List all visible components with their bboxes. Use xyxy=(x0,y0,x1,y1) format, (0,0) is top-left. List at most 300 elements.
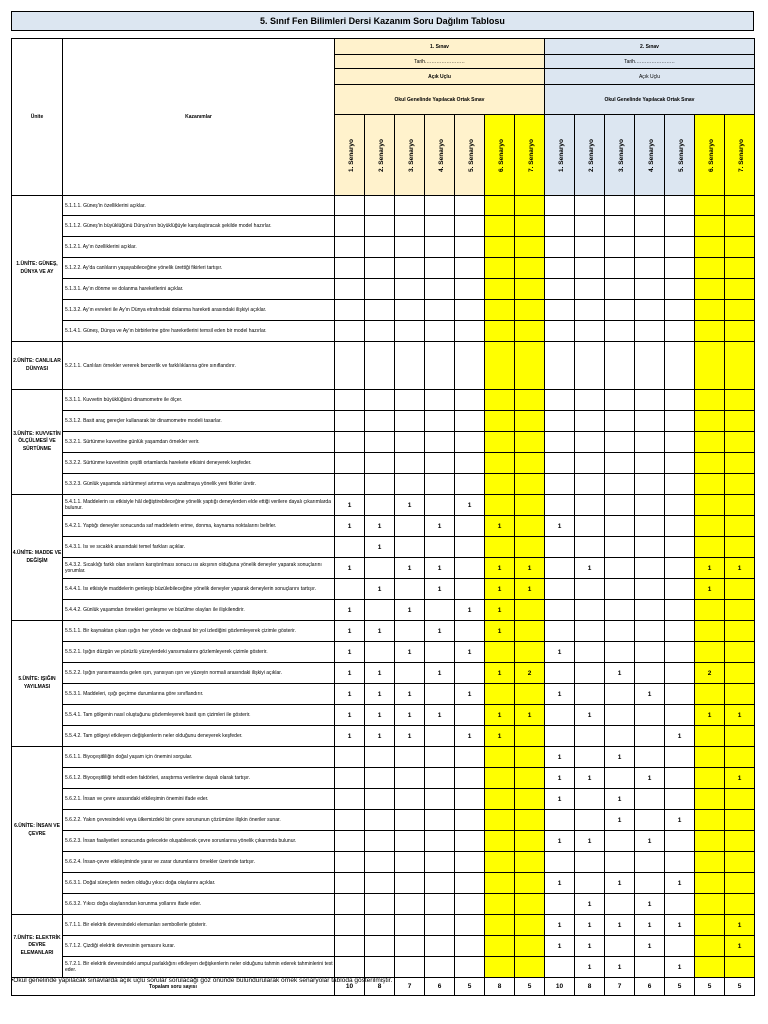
score-cell xyxy=(725,390,755,411)
score-cell xyxy=(425,216,455,237)
score-cell xyxy=(395,789,425,810)
score-cell xyxy=(455,579,485,600)
score-cell: 1 xyxy=(395,705,425,726)
senaryo-label: 1. Senaryo xyxy=(347,138,355,172)
score-cell xyxy=(635,810,665,831)
kazanim-text: 5.3.2.3. Günlük yaşamda sürtünmeyi artırma veya azaltmaya yönelik yeni fikirler üretir. xyxy=(63,474,335,495)
score-cell xyxy=(635,558,665,579)
score-cell xyxy=(635,216,665,237)
score-cell: 1 xyxy=(395,558,425,579)
sinav1-tarih: Tarih…………………… xyxy=(335,55,545,69)
score-cell xyxy=(635,432,665,453)
score-cell xyxy=(365,342,395,390)
table-row xyxy=(12,747,755,768)
score-cell xyxy=(575,342,605,390)
senaryo-label: 4. Senaryo xyxy=(437,138,445,172)
score-cell xyxy=(335,216,365,237)
kazanim-text: 5.5.4.1. Tam gölgenin nasıl oluştuğunu gözlemleyerek basit ışın çizimleri ile gösterir. xyxy=(63,705,335,726)
score-cell xyxy=(335,279,365,300)
score-cell xyxy=(335,474,365,495)
score-cell: 1 xyxy=(455,642,485,663)
score-cell xyxy=(605,321,635,342)
score-cell xyxy=(485,768,515,789)
score-cell: 1 xyxy=(455,684,485,705)
score-cell xyxy=(605,705,635,726)
score-cell xyxy=(365,495,395,516)
score-cell xyxy=(605,216,635,237)
score-cell xyxy=(335,321,365,342)
score-cell xyxy=(605,432,635,453)
score-cell xyxy=(665,495,695,516)
score-cell xyxy=(455,957,485,978)
score-cell: 1 xyxy=(335,558,365,579)
senaryo-header xyxy=(635,115,665,196)
score-cell: 1 xyxy=(485,516,515,537)
score-cell xyxy=(695,537,725,558)
score-cell xyxy=(515,600,545,621)
score-cell xyxy=(575,300,605,321)
senaryo-header xyxy=(365,115,395,196)
score-cell xyxy=(665,453,695,474)
score-cell xyxy=(395,936,425,957)
score-cell xyxy=(605,300,635,321)
score-cell xyxy=(455,789,485,810)
score-cell xyxy=(455,453,485,474)
kazanim-text: 5.1.3.2. Ay'ın evreleri ile Ay'ın Dünya etrafındaki dolanma hareketi arasındaki ilişkiyi açıklar. xyxy=(63,300,335,321)
score-cell xyxy=(635,453,665,474)
score-cell xyxy=(425,789,455,810)
totals-label: Topalam soru sayısı xyxy=(12,978,335,996)
score-cell xyxy=(455,558,485,579)
score-cell xyxy=(605,342,635,390)
senaryo-header xyxy=(425,115,455,196)
score-cell: 1 xyxy=(635,768,665,789)
kazanim-text: 5.1.1.2. Güneş'in büyüklüğünü Dünya'nın büyüklüğüyle karşılaştıracak şekilde model hazırlar. xyxy=(63,216,335,237)
score-cell xyxy=(515,852,545,873)
score-cell xyxy=(725,789,755,810)
table-row xyxy=(12,537,755,558)
score-cell xyxy=(395,957,425,978)
score-cell xyxy=(725,663,755,684)
score-cell xyxy=(455,342,485,390)
score-cell xyxy=(395,300,425,321)
score-cell xyxy=(455,873,485,894)
kazanim-text: 5.4.2.1. Yaptığı deneyler sonucunda saf maddelerin erime, donma, kaynama noktalarını belirler. xyxy=(63,516,335,537)
score-cell xyxy=(725,621,755,642)
score-cell xyxy=(425,747,455,768)
score-cell: 1 xyxy=(725,915,755,936)
score-cell xyxy=(455,300,485,321)
score-cell xyxy=(425,537,455,558)
score-cell xyxy=(665,432,695,453)
score-cell xyxy=(485,411,515,432)
score-cell: 1 xyxy=(455,600,485,621)
score-cell: 1 xyxy=(335,705,365,726)
score-cell xyxy=(665,600,695,621)
score-cell xyxy=(725,411,755,432)
senaryo-label: 3. Senaryo xyxy=(407,138,415,172)
score-cell xyxy=(665,936,695,957)
score-cell xyxy=(395,216,425,237)
score-cell xyxy=(515,726,545,747)
score-cell xyxy=(455,663,485,684)
score-cell xyxy=(365,474,395,495)
score-cell: 1 xyxy=(725,558,755,579)
score-cell: 1 xyxy=(335,642,365,663)
score-cell: 1 xyxy=(575,915,605,936)
score-cell xyxy=(575,600,605,621)
score-cell xyxy=(485,258,515,279)
score-cell xyxy=(575,390,605,411)
score-cell xyxy=(455,852,485,873)
score-cell xyxy=(725,216,755,237)
score-cell: 1 xyxy=(575,894,605,915)
score-cell xyxy=(665,684,695,705)
score-cell xyxy=(335,768,365,789)
sinav2-title: 2. Sınav xyxy=(545,39,755,55)
score-cell xyxy=(425,810,455,831)
score-cell xyxy=(725,642,755,663)
score-cell xyxy=(695,831,725,852)
score-cell xyxy=(515,537,545,558)
score-cell xyxy=(365,957,395,978)
score-cell xyxy=(395,915,425,936)
sinav1-tur: Açık Uçlu xyxy=(335,69,545,85)
score-cell xyxy=(485,957,515,978)
score-cell xyxy=(515,831,545,852)
score-cell xyxy=(335,237,365,258)
score-cell xyxy=(455,894,485,915)
score-cell xyxy=(485,196,515,216)
score-cell xyxy=(695,747,725,768)
score-cell xyxy=(365,642,395,663)
score-cell xyxy=(665,516,695,537)
score-cell: 1 xyxy=(395,642,425,663)
score-cell xyxy=(545,810,575,831)
score-cell: 1 xyxy=(575,768,605,789)
senaryo-header xyxy=(545,115,575,196)
score-cell: 1 xyxy=(635,831,665,852)
score-cell xyxy=(425,196,455,216)
score-cell xyxy=(485,390,515,411)
score-cell xyxy=(695,789,725,810)
score-cell xyxy=(455,516,485,537)
score-cell: 1 xyxy=(635,684,665,705)
senaryo-label: 7. Senaryo xyxy=(737,138,745,172)
table-row xyxy=(12,663,755,684)
score-cell xyxy=(575,411,605,432)
score-cell xyxy=(515,279,545,300)
score-cell xyxy=(485,747,515,768)
score-cell: 1 xyxy=(605,810,635,831)
score-cell xyxy=(485,495,515,516)
score-cell xyxy=(725,495,755,516)
score-cell xyxy=(455,390,485,411)
page-title: 5. Sınıf Fen Bilimleri Dersi Kazanım Soru Dağılım Tablosu xyxy=(11,11,754,31)
score-cell xyxy=(665,663,695,684)
score-cell xyxy=(425,936,455,957)
table-row xyxy=(12,579,755,600)
score-cell xyxy=(725,747,755,768)
unit-label: 3.ÜNİTE: KUVVETİN ÖLÇÜLMESİ VE SÜRTÜNME xyxy=(12,390,63,495)
score-cell xyxy=(485,342,515,390)
score-cell xyxy=(665,321,695,342)
senaryo-label: 3. Senaryo xyxy=(617,138,625,172)
score-cell: 1 xyxy=(665,957,695,978)
score-cell xyxy=(575,196,605,216)
score-cell xyxy=(665,852,695,873)
kazanim-text: 5.7.1.2. Çizdiği elektrik devresinin şemasını kurar. xyxy=(63,936,335,957)
score-cell xyxy=(695,321,725,342)
score-cell xyxy=(365,831,395,852)
score-cell xyxy=(725,300,755,321)
score-cell xyxy=(515,258,545,279)
score-cell xyxy=(335,957,365,978)
score-cell xyxy=(335,747,365,768)
score-cell: 1 xyxy=(545,747,575,768)
score-cell xyxy=(635,537,665,558)
score-cell xyxy=(605,196,635,216)
score-cell xyxy=(695,390,725,411)
score-cell xyxy=(635,411,665,432)
score-cell xyxy=(545,705,575,726)
senaryo-header xyxy=(395,115,425,196)
table-row xyxy=(12,237,755,258)
score-cell xyxy=(725,600,755,621)
score-cell xyxy=(455,537,485,558)
score-cell xyxy=(725,453,755,474)
score-cell: 1 xyxy=(335,663,365,684)
score-cell xyxy=(515,768,545,789)
score-cell xyxy=(365,558,395,579)
score-cell xyxy=(485,684,515,705)
score-cell xyxy=(605,600,635,621)
score-cell: 1 xyxy=(635,936,665,957)
score-cell: 1 xyxy=(665,873,695,894)
score-cell: 1 xyxy=(605,873,635,894)
kazanim-text: 5.3.1.1. Kuvvetin büyüklüğünü dinamometre ile ölçer. xyxy=(63,390,335,411)
unit-label: 7.ÜNİTE: ELEKTRİK DEVRE ELEMANLARI xyxy=(12,915,63,978)
score-cell: 1 xyxy=(455,495,485,516)
score-cell xyxy=(485,642,515,663)
score-cell xyxy=(425,915,455,936)
score-cell xyxy=(725,258,755,279)
score-cell xyxy=(515,432,545,453)
score-cell xyxy=(515,300,545,321)
score-cell xyxy=(365,411,395,432)
kazanim-text: 5.4.1.1. Maddelerin ısı etkisiyle hâl değiştirebileceğine yönelik yaptığı deneylerden elde ettiği verilere dayalı çıkarımlarda bulunur. xyxy=(63,495,335,516)
score-cell xyxy=(665,894,695,915)
unit-label: 6.ÜNİTE: İNSAN VE ÇEVRE xyxy=(12,747,63,915)
score-cell xyxy=(545,237,575,258)
score-cell xyxy=(635,726,665,747)
score-cell xyxy=(395,342,425,390)
table-row xyxy=(12,258,755,279)
score-cell xyxy=(695,684,725,705)
table-row xyxy=(12,390,755,411)
score-cell: 1 xyxy=(545,789,575,810)
score-cell: 1 xyxy=(425,705,455,726)
score-cell: 1 xyxy=(335,600,365,621)
score-cell xyxy=(545,390,575,411)
score-cell xyxy=(725,196,755,216)
score-cell xyxy=(365,216,395,237)
score-cell xyxy=(395,321,425,342)
score-cell xyxy=(515,621,545,642)
unit-label: 4.ÜNİTE: MADDE VE DEĞİŞİM xyxy=(12,495,63,621)
table-row xyxy=(12,474,755,495)
score-cell xyxy=(425,831,455,852)
table-row xyxy=(12,810,755,831)
total-cell: 5 xyxy=(665,978,695,996)
score-cell xyxy=(425,279,455,300)
score-cell: 1 xyxy=(425,558,455,579)
score-cell xyxy=(335,852,365,873)
score-cell xyxy=(395,852,425,873)
score-cell: 1 xyxy=(515,579,545,600)
total-cell: 10 xyxy=(545,978,575,996)
senaryo-header xyxy=(455,115,485,196)
kazanim-text: 5.6.2.3. İnsan faaliyetleri sonucunda gelecekte oluşabilecek çevre sorunlarına yönelik çıkarımda bulunur. xyxy=(63,831,335,852)
score-cell xyxy=(485,873,515,894)
score-cell xyxy=(695,432,725,453)
score-cell: 1 xyxy=(545,831,575,852)
footnote: •Okul genelinde yapılacak sınavlarda açık uçlu sorular sorulacağı göz önünde bulundurularak örnek senaryolar tabloda gösterilmiştir. xyxy=(11,977,393,984)
score-cell xyxy=(575,621,605,642)
score-cell xyxy=(395,747,425,768)
score-cell xyxy=(665,621,695,642)
senaryo-header xyxy=(725,115,755,196)
score-cell xyxy=(335,411,365,432)
score-cell: 1 xyxy=(425,621,455,642)
kazanim-text: 5.6.1.2. Biyoçeşitliliği tehdit eden faktörleri, araştırma verilerine dayalı olarak tartışır. xyxy=(63,768,335,789)
score-cell xyxy=(455,411,485,432)
score-cell: 1 xyxy=(605,915,635,936)
score-cell xyxy=(635,642,665,663)
score-cell xyxy=(335,300,365,321)
senaryo-label: 6. Senaryo xyxy=(497,138,505,172)
score-cell xyxy=(635,747,665,768)
score-cell xyxy=(635,300,665,321)
score-cell xyxy=(545,894,575,915)
score-cell xyxy=(695,936,725,957)
score-cell xyxy=(635,516,665,537)
kazanim-text: 5.1.3.1. Ay'ın dönme ve dolanma hareketlerini açıklar. xyxy=(63,279,335,300)
score-cell xyxy=(455,705,485,726)
score-cell xyxy=(365,196,395,216)
score-cell xyxy=(575,663,605,684)
score-cell xyxy=(335,342,365,390)
senaryo-header xyxy=(575,115,605,196)
score-cell xyxy=(365,432,395,453)
score-cell: 1 xyxy=(335,495,365,516)
score-cell xyxy=(365,600,395,621)
score-cell xyxy=(605,411,635,432)
score-cell xyxy=(605,390,635,411)
score-cell xyxy=(575,789,605,810)
score-cell xyxy=(635,495,665,516)
score-cell xyxy=(695,957,725,978)
score-cell: 1 xyxy=(395,495,425,516)
score-cell: 1 xyxy=(575,957,605,978)
kazanim-text: 5.6.2.1. İnsan ve çevre arasındaki etkileşimin önemini ifade eder. xyxy=(63,789,335,810)
score-cell xyxy=(575,474,605,495)
score-cell: 1 xyxy=(485,558,515,579)
score-cell xyxy=(695,300,725,321)
score-cell xyxy=(545,495,575,516)
score-cell xyxy=(515,237,545,258)
score-cell xyxy=(695,894,725,915)
score-cell xyxy=(665,196,695,216)
sinav2-tarih: Tarih…………………… xyxy=(545,55,755,69)
score-cell xyxy=(725,516,755,537)
score-cell xyxy=(485,852,515,873)
score-cell xyxy=(515,474,545,495)
score-cell xyxy=(575,684,605,705)
score-cell xyxy=(365,258,395,279)
score-cell xyxy=(485,831,515,852)
score-cell xyxy=(665,642,695,663)
unit-label: 5.ÜNİTE: IŞIĞIN YAYILMASI xyxy=(12,621,63,747)
score-cell: 1 xyxy=(545,684,575,705)
kazanim-text: 5.1.2.1. Ay'ın özelliklerini açıklar. xyxy=(63,237,335,258)
score-cell: 1 xyxy=(425,663,455,684)
score-cell xyxy=(515,516,545,537)
score-cell xyxy=(575,495,605,516)
score-cell xyxy=(725,894,755,915)
score-cell xyxy=(725,684,755,705)
score-cell xyxy=(695,768,725,789)
score-cell xyxy=(635,258,665,279)
score-cell xyxy=(575,642,605,663)
total-cell: 10 xyxy=(335,978,365,996)
senaryo-header xyxy=(485,115,515,196)
kazanim-text: 5.5.1.1. Bir kaynaktan çıkan ışığın her yönde ve doğrusal bir yol izlediğini gözlemleyerek çizimle gösterir. xyxy=(63,621,335,642)
score-cell xyxy=(485,237,515,258)
senaryo-header xyxy=(605,115,635,196)
score-cell: 1 xyxy=(485,600,515,621)
score-cell xyxy=(515,936,545,957)
score-cell xyxy=(725,831,755,852)
score-cell xyxy=(665,411,695,432)
score-cell xyxy=(575,852,605,873)
score-cell: 1 xyxy=(605,789,635,810)
score-cell xyxy=(695,495,725,516)
kazanim-text: 5.1.4.1. Güneş, Dünya ve Ay'ın birbirlerine göre hareketlerini temsil eden bir model hazırlar. xyxy=(63,321,335,342)
score-cell xyxy=(665,474,695,495)
kazanim-text: 5.6.2.4. İnsan-çevre etkileşiminde yarar ve zarar durumlarını örnekler üzerinde tartışır. xyxy=(63,852,335,873)
kazanim-text: 5.5.2.2. Işığın yansımasında gelen ışın, yansıyan ışın ve yüzeyin normali arasındaki ilişkiyi açıklar. xyxy=(63,663,335,684)
table-row xyxy=(12,321,755,342)
score-cell xyxy=(575,726,605,747)
table-row xyxy=(12,216,755,237)
score-cell xyxy=(545,852,575,873)
score-cell xyxy=(425,768,455,789)
score-cell: 1 xyxy=(485,705,515,726)
score-cell xyxy=(665,831,695,852)
score-cell: 1 xyxy=(395,600,425,621)
score-cell xyxy=(425,411,455,432)
score-cell xyxy=(725,342,755,390)
total-cell: 7 xyxy=(605,978,635,996)
senaryo-header xyxy=(665,115,695,196)
score-cell xyxy=(455,621,485,642)
score-cell: 1 xyxy=(395,726,425,747)
total-cell: 5 xyxy=(725,978,755,996)
score-cell xyxy=(605,495,635,516)
score-cell: 1 xyxy=(365,684,395,705)
score-cell xyxy=(575,453,605,474)
